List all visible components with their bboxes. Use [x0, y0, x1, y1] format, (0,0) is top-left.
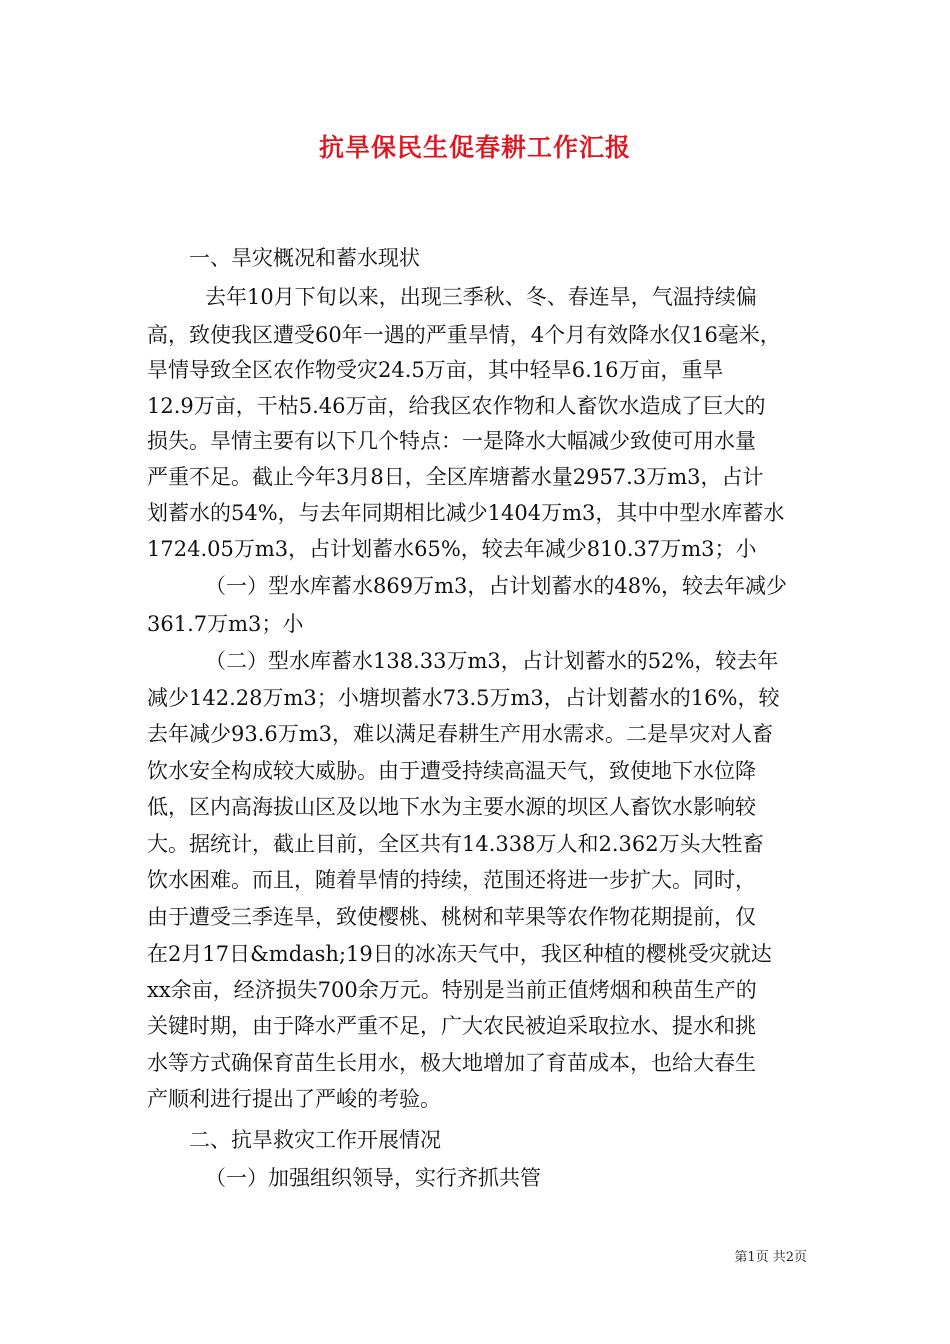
paragraph-line: （一）型水库蓄水869万m3，占计划蓄水的48%，较去年减少 — [205, 574, 788, 598]
paragraph-line: 361.7万m3；小 — [147, 612, 304, 636]
paragraph-line: 在2月17日&mdash;19日的冰冻天气中，我区种植的樱桃受灾就达 — [147, 942, 772, 966]
paragraph-line: 饮水困难。而且，随着旱情的持续，范围还将进一步扩大。同时， — [147, 868, 756, 892]
paragraph-line: 减少142.28万m3；小塘坝蓄水73.5万m3，占计划蓄水的16%，较 — [147, 686, 780, 710]
paragraph-line: 损失。旱情主要有以下几个特点：一是降水大幅减少致使可用水量 — [147, 429, 756, 453]
paragraph-line: 12.9万亩，干枯5.46万亩，给我区农作物和人畜饮水造成了巨大的 — [147, 394, 766, 418]
section-heading-1: 一、旱灾概况和蓄水现状 — [189, 246, 420, 270]
paragraph-line: 划蓄水的54%，与去年同期相比减少1404万m3，其中中型水库蓄水 — [147, 501, 785, 525]
paragraph-line: 产顺利进行提出了严峻的考验。 — [147, 1087, 441, 1111]
paragraph-line: 去年10月下旬以来，出现三季秋、冬、春连旱，气温持续偏 — [205, 285, 757, 309]
paragraph-line: xx余亩，经济损失700余万元。特别是当前正值烤烟和秧苗生产的 — [147, 978, 757, 1002]
paragraph-line: 大。据统计，截止目前，全区共有14.338万人和2.362万头大牲畜 — [147, 832, 764, 856]
paragraph-line: 旱情导致全区农作物受灾24.5万亩，其中轻旱6.16万亩，重旱 — [147, 358, 724, 382]
page-number-footer: 第1页 共2页 — [734, 1250, 807, 1265]
paragraph-line: 水等方式确保育苗生长用水，极大地增加了育苗成本，也给大春生 — [147, 1051, 756, 1075]
paragraph-line: 1724.05万m3，占计划蓄水65%，较去年减少810.37万m3；小 — [147, 537, 757, 561]
paragraph-line: 去年减少93.6万m3，难以满足春耕生产用水需求。二是旱灾对人畜 — [147, 722, 774, 746]
section-heading-2: 二、抗旱救灾工作开展情况 — [189, 1128, 441, 1152]
paragraph-line: 低，区内高海拔山区及以地下水为主要水源的坝区人畜饮水影响较 — [147, 795, 756, 819]
paragraph-line: （二）型水库蓄水138.33万m3，占计划蓄水的52%，较去年 — [205, 649, 779, 673]
paragraph-line: 关键时期，由于降水严重不足，广大农民被迫采取拉水、提水和挑 — [147, 1014, 756, 1038]
paragraph-line: 严重不足。截止今年3月8日，全区库塘蓄水量2957.3万m3，占计 — [147, 465, 764, 489]
document-title: 抗旱保民生促春耕工作汇报 — [318, 133, 631, 162]
subsection-heading: （一）加强组织领导，实行齐抓共管 — [205, 1166, 541, 1190]
paragraph-line: 高，致使我区遭受60年一遇的严重旱情，4个月有效降水仅16毫米， — [147, 323, 781, 347]
paragraph-line: 饮水安全构成较大威胁。由于遭受持续高温天气，致使地下水位降 — [147, 759, 756, 783]
paragraph-line: 由于遭受三季连旱，致使樱桃、桃树和苹果等农作物花期提前，仅 — [147, 905, 756, 929]
